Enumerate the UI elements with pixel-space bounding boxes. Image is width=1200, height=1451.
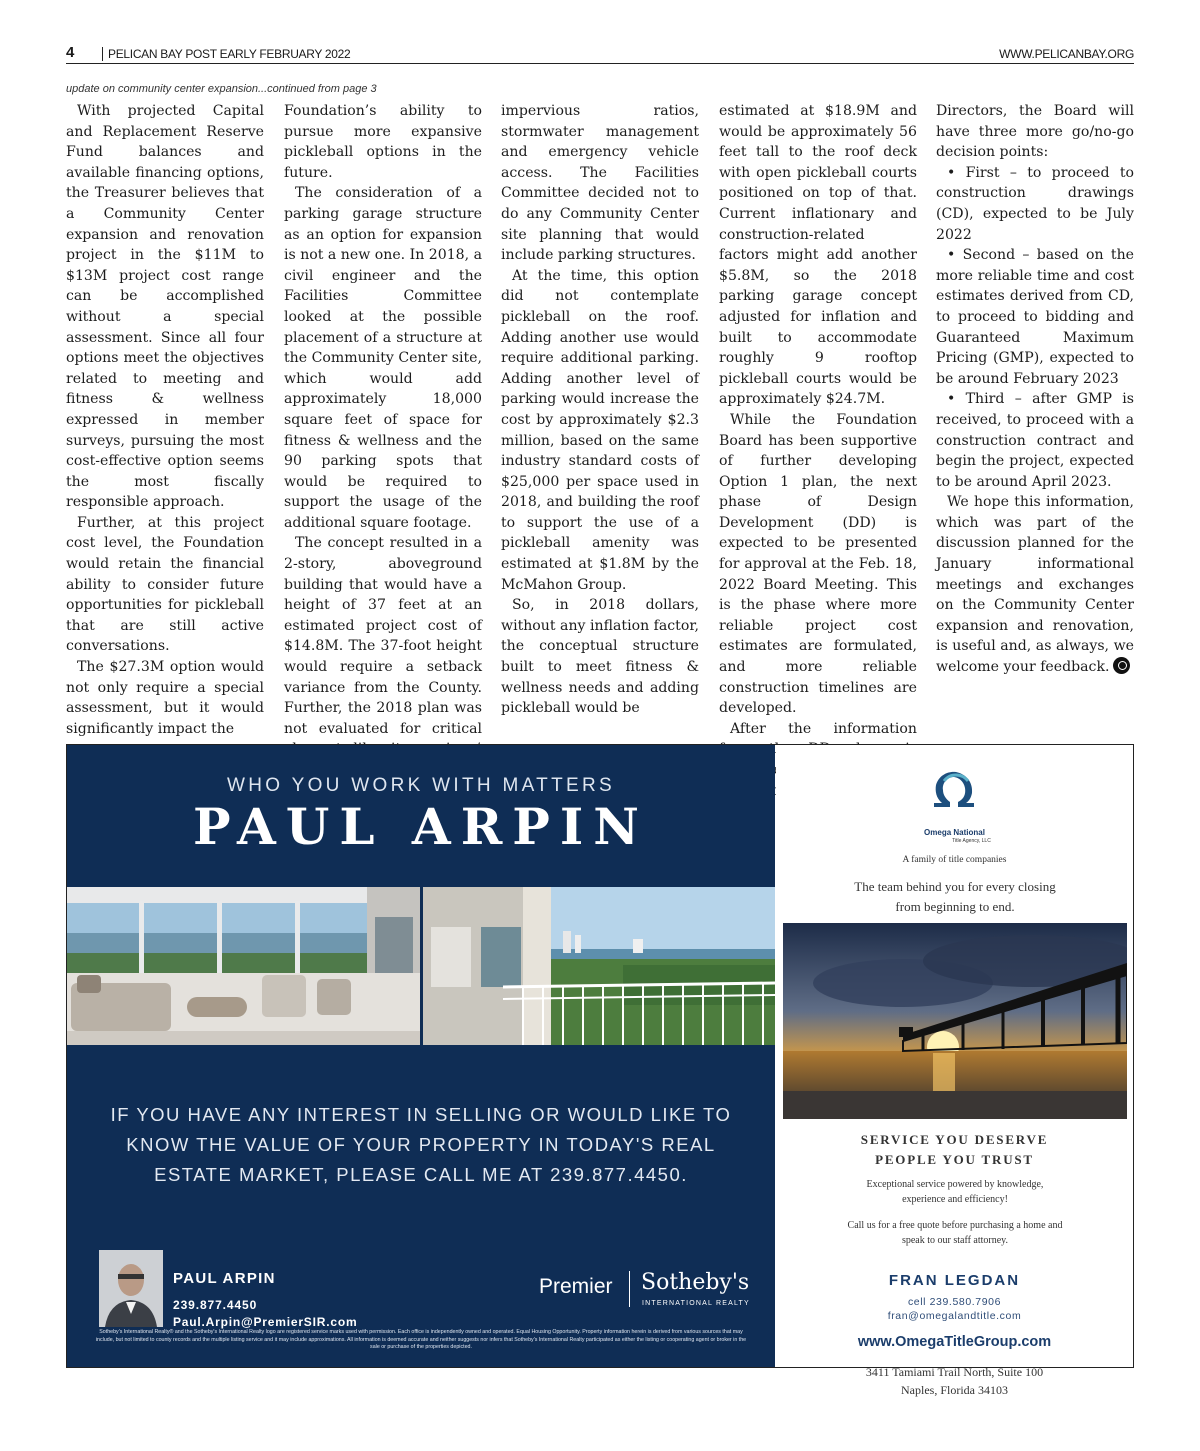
omega-logo-icon — [930, 767, 978, 815]
ad-tagline: WHO YOU WORK WITH MATTERS — [227, 775, 615, 796]
living-room-photo — [67, 887, 420, 1045]
article-column-2 — [284, 101, 482, 760]
paragraph: With projected Capital and Replacement Reserve Fund balances and available financing options, the Treasurer believes that a Community Center expansion and renovation project in the $11M to $13M project cost range can be accomplished without a special assessment. Since all four options meet the objectives related to meeting and fitness & wellness expressed in member surveys, pursuing the most cost-effective option seems the most fiscally responsible approach. — [66, 103, 264, 511]
end-of-story-icon — [1113, 657, 1130, 674]
article-column-1 — [66, 101, 264, 739]
publication-title: PELICAN BAY POST EARLY FEBRUARY 2022 — [108, 47, 351, 61]
address-line-2: Naples, Florida 34103 — [901, 1383, 1008, 1397]
omega-logo-subtitle: Title Agency, LLC — [952, 838, 991, 844]
contact-email[interactable]: fran@omegalandtitle.com — [887, 1310, 1022, 1322]
contact-cell[interactable]: cell 239.580.7906 — [907, 1296, 1002, 1308]
brand-international-realty: INTERNATIONAL REALTY — [642, 1300, 750, 1307]
team-tagline: The team behind you for every closing from beginning to end. — [854, 879, 1056, 914]
pier-sunset-photo — [783, 923, 1127, 1119]
agent-phone[interactable]: 239.877.4450 — [173, 1298, 258, 1312]
paragraph: Directors, the Board will have three more go/no-go decision points: — [936, 103, 1134, 161]
paragraph: The concept resulted in a 2-story, aboveground building that would have a height of 37 feet at an estimated project cost of $14.8M. The 37-foot height would require a setback variance from the County. Further, the 2018 plan was not evaluated for critical — [284, 535, 482, 737]
paragraph: After the information — [730, 720, 917, 737]
title-company-advertisement[interactable] — [776, 745, 1133, 1397]
paragraph: Foundation’s ability to pursue more expansive pickleball options in the future. — [284, 103, 482, 181]
paragraph: impervious ratios, stormwater management and emergency vehicle access. The Facilities Committee decided not to do any Community Center site planning that would include parking structures. — [501, 103, 699, 264]
paragraph: The $27.3M option would not only require a special assessment, but it would significantly impact the — [66, 659, 264, 737]
bullet-item: • Second – based on the more reliable time and cost estimates derived from CD, to proceed to bidding and Guaranteed Maximum Pricing (GMP), expected to be around February 2023 — [936, 247, 1134, 387]
agent-email[interactable]: Paul.Arpin@PremierSIR.com — [173, 1315, 358, 1329]
address-line-1: 3411 Tamiami Trail North, Suite 100 — [865, 1365, 1044, 1379]
paragraph: estimated at $18.9M and would be approximately 56 feet tall to the roof deck with open pickleball courts positioned on top of that. Current inflationary and construction-related factors might add another $5.8M, so the 2018 parking garage concept adjusted for inflation and built to accommodate roughly 9 rooftop pickleball courts would be approximately $24.7M. — [719, 103, 917, 408]
paragraph: While the Foundation Board has been supportive of further developing Option 1 plan, the next phase of Design Development (DD) is expected to be presented for approval at the Feb. 18, 2022 Board Meeting. This is the phase where more reliable project cost estimates are formulated, and more reliable construction timelines are developed. — [719, 411, 917, 717]
service-headline — [776, 1130, 1133, 1170]
realtor-advertisement[interactable] — [67, 745, 775, 1367]
header-divider — [102, 47, 103, 61]
paragraph: The consideration of a parking garage structure as an option for expansion is not a new one. In 2018, a civil engineer and the Facilities Committee looked at the possible placement of a structure at the Community Center site, which would add approximately 18,000 square feet of space for fitness & wellness and the 90 parking spots that would be required to support the usage of the additional square footage. — [284, 185, 482, 531]
article-column-5 — [936, 101, 1134, 678]
brand-premier: Premier — [539, 1275, 613, 1298]
paragraph: Further, at this project cost level, the Foundation would retain the financial ability to consider future opportunities for pickleball that are still active conversations. — [66, 514, 264, 655]
service-line-1: SERVICE YOU DESERVE — [860, 1132, 1049, 1147]
agent-headshot — [99, 1250, 163, 1327]
bullet-item: • First – to proceed to construction drawings (CD), expected to be July 2022 — [936, 164, 1134, 243]
service-line-2: PEOPLE YOU TRUST — [875, 1152, 1034, 1167]
omega-website-link[interactable]: www.OmegaTitleGroup.com — [857, 1334, 1052, 1350]
family-line: A family of title companies — [902, 855, 1007, 865]
paragraph: So, in 2018 dollars, without any inflation factor, the conceptual structure built to meet fitness & wellness needs and adding pickleball would be — [501, 597, 699, 717]
article-column-4 — [719, 101, 917, 801]
contact-name: FRAN LEGDAN — [888, 1272, 1021, 1289]
closing-text: We hope this information, which was part of the discussion planned for the January informational meetings and exchanges on the Community Center expansion and renovation, is useful and, as always, we welcome your feedback. — [936, 494, 1134, 676]
ad-agent-name: PAUL ARPIN — [193, 797, 649, 856]
balcony-view-photo — [423, 887, 775, 1045]
paragraph: At the time, this option did not contemplate pickleball on the roof. Adding another use would require additional parking. Adding another level of parking would increase the cost by approximately $2.3 million, based on the same industry standard costs of $25,000 per space used in 2018, and building the roof to support the use of a pickleball amenity was estimated at $1.8M by the McMahon Group. — [501, 267, 699, 593]
legal-disclaimer: Sotheby's International Realty® and the Sotheby's International Realty logo are registered service marks used with permission. Each office is independently owned and operated. Equal Housing Opportunity. Property information herein is derived from various sources that may include, but not limited to county records and the multiple listing service and it may include approximations. All information is deemed accurate and neither suggests nor infers that Sotheby's International Realty participated as either the listing or cooperating agent or broker in the sale or purchase of the properties depicted. — [95, 1329, 747, 1350]
article-column-3 — [501, 101, 699, 719]
agent-name: PAUL ARPIN — [173, 1270, 276, 1287]
call-us-text: Call us for a free quote before purchasing a home and speak to our staff attorney. — [847, 1220, 1063, 1246]
brand-sothebys: Sotheby's — [641, 1270, 750, 1295]
brand-divider — [629, 1271, 630, 1307]
bullet-item: • Third – after GMP is received, to proceed with a construction contract and begin the project, expected to be around April 2023. — [936, 391, 1134, 490]
paragraph — [936, 492, 1134, 677]
page-number: 4 — [66, 44, 75, 61]
exceptional-service-text: Exceptional service powered by knowledge, experience and efficiency! — [866, 1179, 1044, 1205]
omega-logo-name: Omega National — [924, 828, 985, 837]
call-to-action-text: IF YOU HAVE ANY INTEREST IN SELLING OR WOULD LIKE TO KNOW THE VALUE OF YOUR PROPERTY IN TODAY'S REAL ESTATE MARKET, PLEASE CALL ME AT 239.877.4450. — [110, 1104, 732, 1185]
page-header — [66, 44, 1134, 64]
continued-note: update on community center expansion...continued from page 3 — [66, 83, 377, 95]
website-link[interactable]: WWW.PELICANBAY.ORG — [999, 47, 1134, 61]
